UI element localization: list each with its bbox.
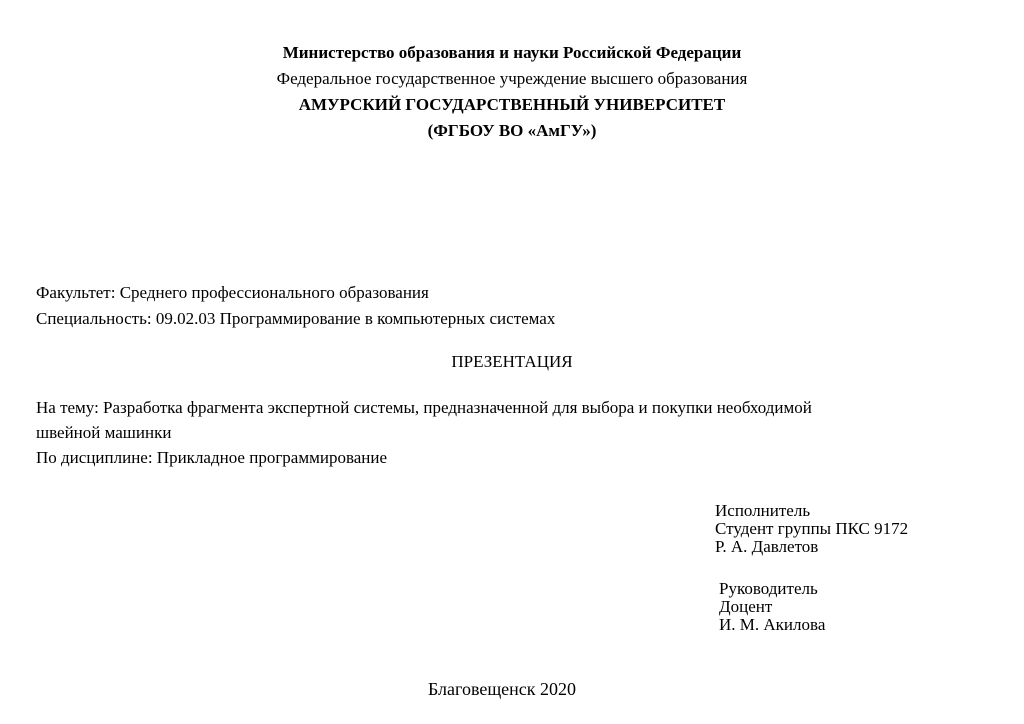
supervisor-position: Доцент xyxy=(719,597,773,616)
topic-line-1: На тему: Разработка фрагмента экспертной системы, предназначенной для выбора и покупки необходимой xyxy=(36,398,812,417)
university-abbreviation: (ФГБОУ ВО «АмГУ») xyxy=(427,121,597,140)
executor-position: Студент группы ПКС 9172 xyxy=(715,519,909,538)
header-block xyxy=(0,40,1024,144)
document-type: ПРЕЗЕНТАЦИЯ xyxy=(451,352,573,371)
topic-block xyxy=(36,395,966,470)
city-year: Благовещенск 2020 xyxy=(427,679,577,699)
faculty-line: Факультет: Среднего профессионального образования xyxy=(36,283,429,302)
supervisor-name: И. М. Акилова xyxy=(719,615,826,634)
supervisor-block xyxy=(719,580,825,634)
institution-type: Федеральное государственное учреждение высшего образования xyxy=(276,69,748,88)
executor-block xyxy=(715,502,908,556)
executor-role: Исполнитель xyxy=(715,501,811,520)
supervisor-role: Руководитель xyxy=(719,579,818,598)
executor-name: Р. А. Давлетов xyxy=(715,537,819,556)
ministry-title: Министерство образования и науки Российской Федерации xyxy=(282,43,742,62)
specialty-line: Специальность: 09.02.03 Программирование в компьютерных системах xyxy=(36,309,556,328)
info-block xyxy=(36,280,996,332)
university-name: АМУРСКИЙ ГОСУДАРСТВЕННЫЙ УНИВЕРСИТЕТ xyxy=(298,95,726,114)
discipline-line: По дисциплине: Прикладное программирование xyxy=(36,448,388,467)
topic-line-2: швейной машинки xyxy=(36,423,172,442)
